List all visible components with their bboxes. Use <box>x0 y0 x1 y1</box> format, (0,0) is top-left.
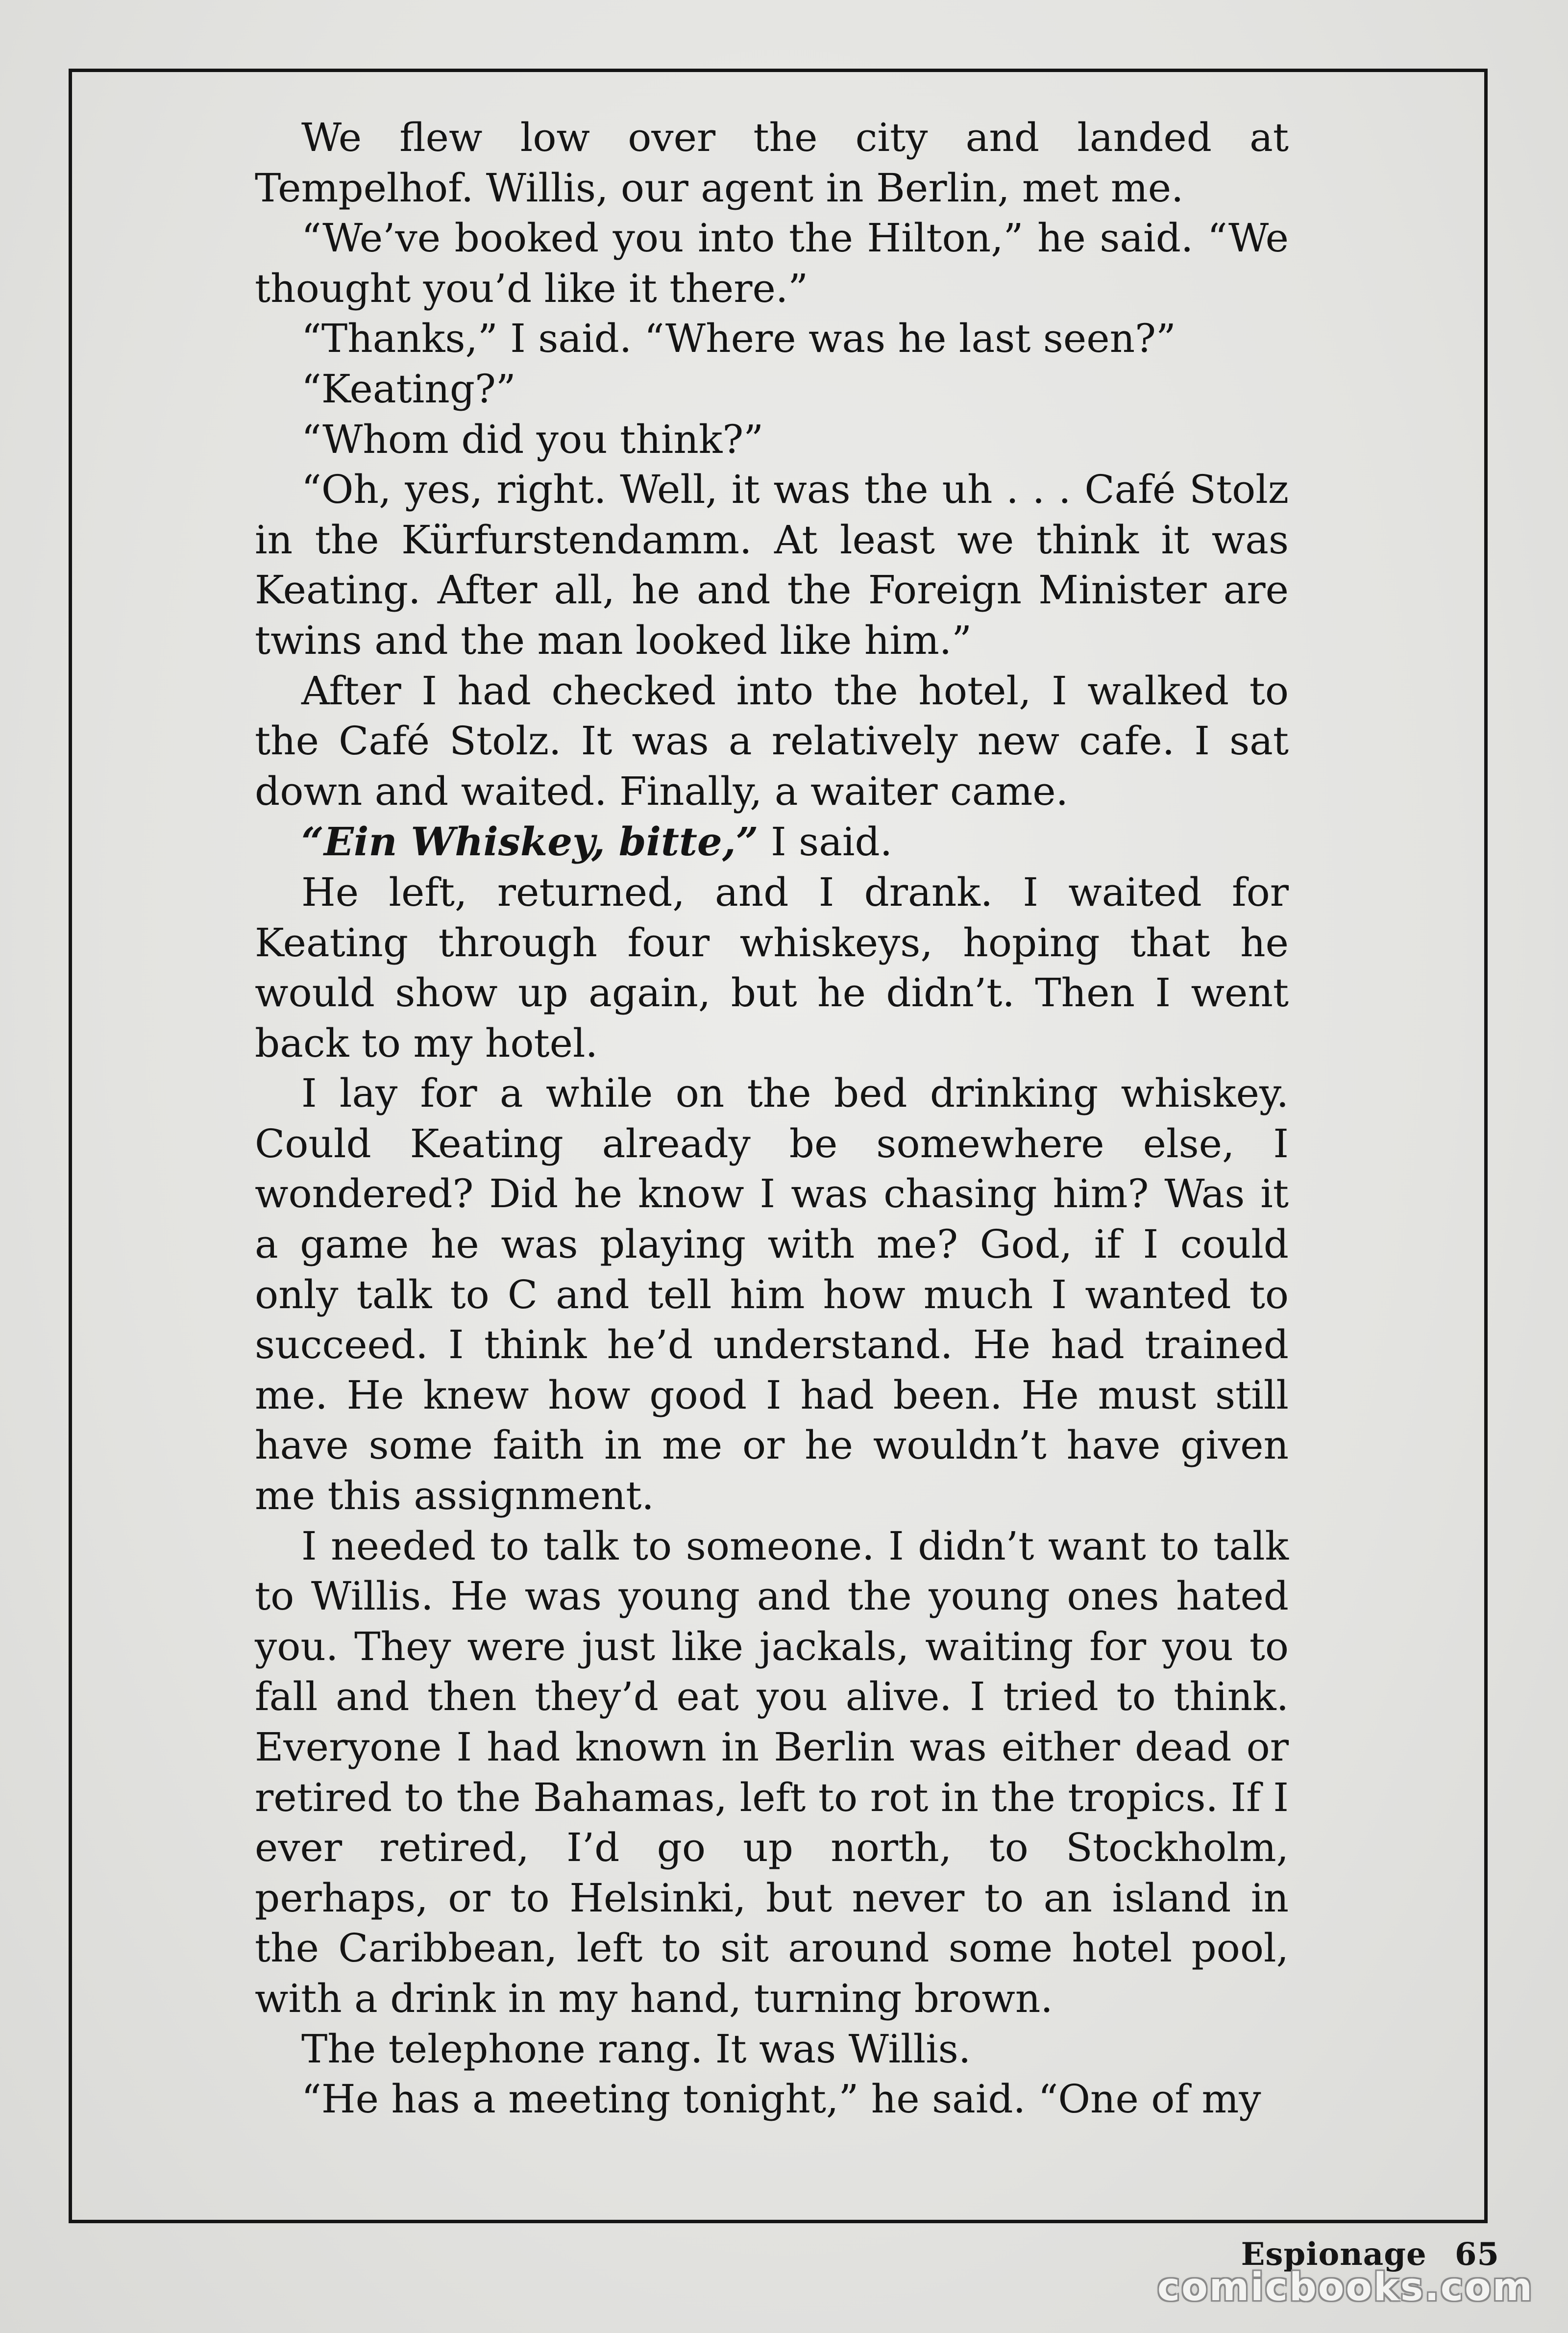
paragraph <box>255 817 1289 868</box>
paragraph: “Thanks,” I said. “Where was he last seen?” <box>301 316 1176 362</box>
page-number: 65 <box>1454 2236 1499 2273</box>
paragraph: He left, returned, and I drank. I waited for Keating through four whiskeys, hoping that he would show up again, but he didn’t. Then I went back to my hotel. <box>255 869 1289 1066</box>
story-text <box>255 113 1289 2125</box>
paragraph: “Keating?” <box>301 366 516 412</box>
italic-phrase: “Ein Whiskey, bitte,” <box>301 819 759 865</box>
paragraph: I lay for a while on the bed drinking whiskey. Could Keating already be somewhere else, I wondered? Did he know I was chasing him? Was it a game he was playing with me? God, if I could only talk to C and tell him how much I wanted to succeed. I think he’d understand. He had trained me. He knew how good I had been. He must still have some faith in me or he wouldn’t have given me this assignment. <box>255 1070 1289 1519</box>
paragraph: “Oh, yes, right. Well, it was the uh . . . Café Stolz in the Kürfurstendamm. At least we think it was Keating. After all, he and the Foreign Minister are twins and the man looked like him.” <box>255 467 1289 663</box>
paragraph-text: I said. <box>758 819 893 865</box>
paragraph: After I had checked into the hotel, I walked to the Café Stolz. It was a relatively new cafe. I sat down and waited. Finally, a waiter came. <box>255 668 1289 814</box>
paragraph: The telephone rang. It was Willis. <box>301 2026 971 2072</box>
watermark-text: comicbooks.com <box>1157 2265 1534 2309</box>
paragraph: “Whom did you think?” <box>301 416 764 462</box>
paragraph: “We’ve booked you into the Hilton,” he said. “We thought you’d like it there.” <box>255 215 1289 311</box>
paragraph: We flew low over the city and landed at Tempelhof. Willis, our agent in Berlin, met me. <box>255 115 1289 211</box>
section-title: Espionage <box>1241 2236 1427 2273</box>
paragraph: “He has a meeting tonight,” he said. “One of my <box>301 2076 1261 2122</box>
paragraph: I needed to talk to someone. I didn’t want to talk to Willis. He was young and the young ones hated you. They were just like jackals, waiting for you to fall and then they’d eat you alive. I tried to think. Everyone I had known in Berlin was either dead or retired to the Bahamas, left to rot in the tropics. If I ever retired, I’d go up north, to Stockholm, perhaps, or to Helsinki, but never to an island in the Caribbean, left to sit around some hotel pool, with a drink in my hand, turning brown. <box>255 1523 1289 2021</box>
